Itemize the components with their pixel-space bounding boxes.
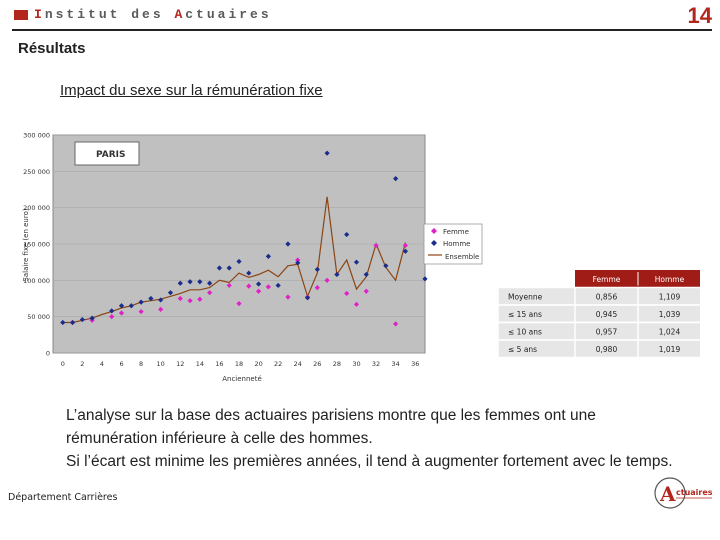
y-tick-label: 150 000 — [23, 240, 50, 249]
y-tick-label: 250 000 — [23, 167, 50, 176]
table-row-label: Moyenne — [508, 292, 543, 302]
table-row-label: ≤ 15 ans — [508, 310, 542, 319]
footer-department: Département Carrières — [8, 492, 118, 503]
summary-line-2: rémunération inférieure à celle des hommes. — [66, 430, 373, 447]
table-row-label: ≤ 5 ans — [508, 345, 538, 354]
x-tick-label: 16 — [215, 360, 224, 368]
brand-logo-text — [34, 7, 272, 22]
x-tick-label: 24 — [293, 360, 302, 368]
x-tick-label: 20 — [254, 360, 263, 368]
table-cell: 0,945 — [595, 310, 618, 319]
x-tick-label: 18 — [234, 360, 244, 368]
x-tick-label: 12 — [176, 360, 185, 368]
x-axis-ticks — [61, 360, 420, 368]
x-tick-label: 0 — [60, 360, 65, 368]
table-cell: 1,024 — [658, 327, 681, 337]
logo-word: ctuaires — [676, 488, 713, 497]
y-tick-label: 100 000 — [23, 276, 50, 285]
x-tick-label: 8 — [139, 360, 144, 368]
x-tick-label: 6 — [119, 360, 124, 368]
y-tick-label: 0 — [45, 349, 50, 358]
table-cell: 1,109 — [658, 292, 681, 302]
legend-femme-label: Femme — [443, 228, 469, 236]
chart-subtitle: Impact du sexe sur la rémunération fixe — [60, 82, 323, 99]
table-cell: 0,957 — [595, 327, 618, 337]
logo-word-2: ctuaires — [185, 7, 272, 22]
table-column-header: Homme — [654, 275, 685, 284]
x-tick-label: 26 — [313, 360, 322, 368]
summary-line-1: L’analyse sur la base des actuaires parisiens montre que les femmes ont une — [66, 407, 596, 424]
x-axis-label: Ancienneté — [222, 375, 262, 383]
section-title: Résultats — [18, 40, 86, 57]
summary-line-3: Si l’écart est minime les premières années, il tend à augmenter fortement avec le temps. — [66, 453, 673, 470]
brand-logo-mark — [14, 10, 28, 20]
x-tick-label: 2 — [80, 360, 85, 368]
logo-initial-a: A — [174, 7, 186, 22]
x-tick-label: 14 — [195, 360, 204, 368]
table-row-label: ≤ 10 ans — [508, 327, 542, 337]
x-tick-label: 30 — [352, 360, 361, 368]
x-tick-label: 10 — [156, 360, 165, 368]
y-tick-label: 50 000 — [27, 313, 50, 322]
logo-initial: A — [660, 482, 676, 506]
table-cell: 1,019 — [658, 345, 681, 354]
x-tick-label: 28 — [332, 360, 342, 368]
x-tick-label: 22 — [274, 360, 283, 368]
x-tick-label: 36 — [411, 360, 420, 368]
y-tick-label: 200 000 — [23, 204, 50, 213]
legend-homme-label: Homme — [443, 240, 471, 248]
table-column-header: Femme — [592, 275, 621, 284]
page-number: 14 — [687, 3, 712, 28]
logo-initial-i: I — [34, 7, 45, 22]
logo-word-1: nstitut des — [44, 7, 175, 22]
y-axis-label: Salaire fixe (en euro) — [22, 208, 30, 282]
y-tick-label: 300 000 — [23, 131, 50, 140]
x-tick-label: 4 — [99, 360, 105, 368]
actuaires-logo — [652, 476, 716, 510]
legend-ensemble-label: Ensemble — [445, 253, 480, 261]
chart-title: PARIS — [96, 150, 126, 160]
table-cell: 0,980 — [595, 345, 618, 354]
table-cell: 0,856 — [595, 292, 618, 302]
chart-legend — [424, 224, 482, 264]
ratio-table — [498, 270, 700, 358]
header-divider — [12, 29, 712, 31]
salary-scatter-chart — [18, 125, 700, 387]
table-cell: 1,039 — [658, 310, 681, 319]
summary-text — [66, 404, 673, 473]
x-tick-label: 32 — [371, 360, 381, 368]
x-tick-label: 34 — [391, 360, 400, 368]
